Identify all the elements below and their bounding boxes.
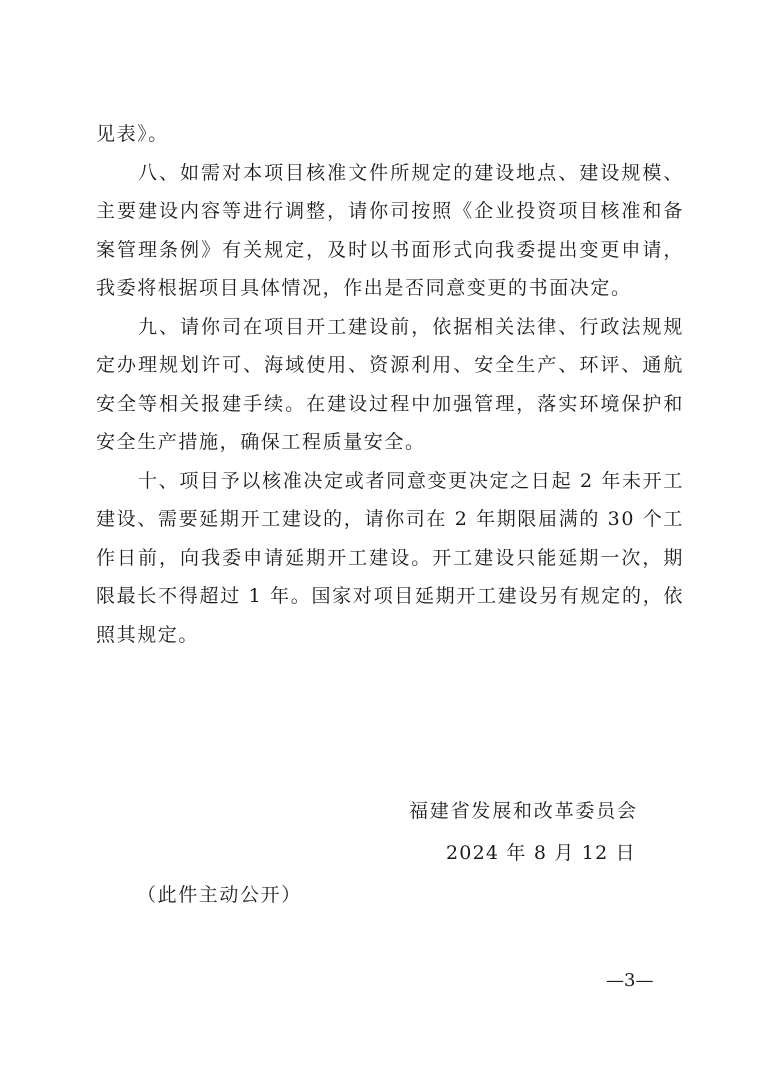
paragraph-item-10: 十、项目予以核准决定或者同意变更决定之日起 2 年未开工建设、需要延期开工建设的，请你司在 2 年期限届满的 30 个工作日前，向我委申请延期开工建设。开工建设只能延期一次，期限最长不得超过 1 年。国家对项目延期开工建设另有规定的，依照其规定。	[96, 469, 684, 646]
paragraph-item-9: 九、请你司在项目开工建设前，依据相关法律、行政法规规定办理规划许可、海域使用、资源利用、安全生产、环评、通航安全等相关报建手续。在建设过程中加强管理，落实环境保护和安全生产措施，确保工程质量安全。	[96, 315, 684, 453]
issue-date: 2024 年 8 月 12 日	[446, 842, 636, 864]
page-number: —3—	[606, 970, 654, 991]
document-body	[96, 115, 684, 654]
disclosure-note: （此件主动公开）	[137, 884, 302, 906]
issuing-authority: 福建省发展和改革委员会	[409, 800, 638, 822]
paragraph-continuation: 见表》。	[96, 123, 169, 145]
paragraph-item-8: 八、如需对本项目核准文件所规定的建设地点、建设规模、主要建设内容等进行调整，请你司按照《企业投资项目核准和备案管理条例》有关规定，及时以书面形式向我委提出变更申请，我委将根据项目具体情况，作出是否同意变更的书面决定。	[96, 161, 684, 299]
